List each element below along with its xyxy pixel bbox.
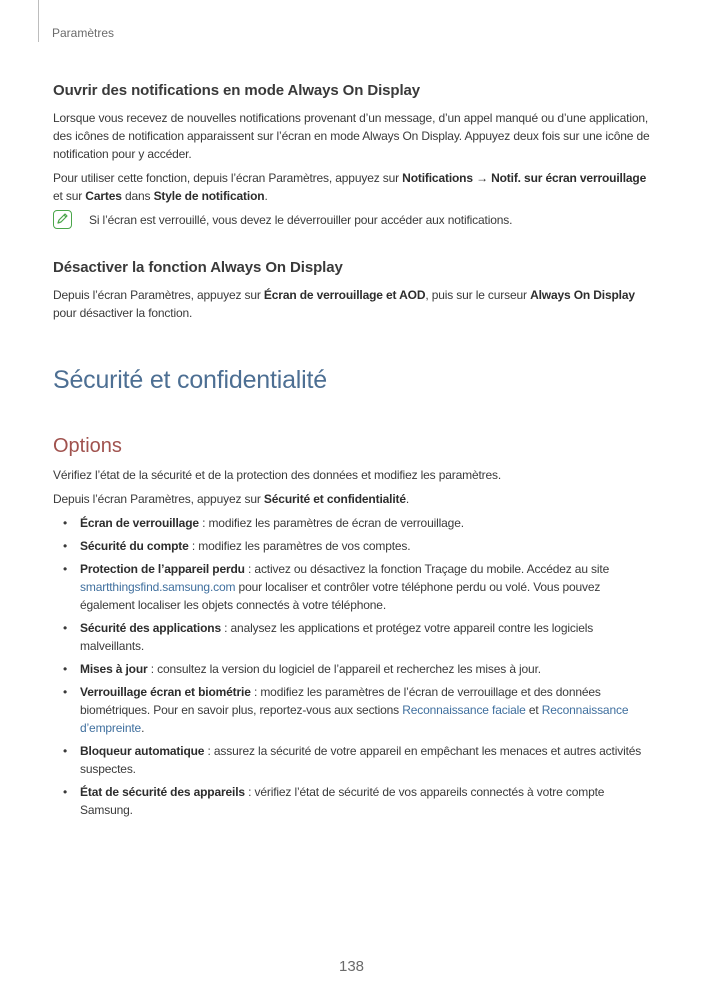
- aod-open-paragraph: Lorsque vous recevez de nouvelles notifications provenant d’un message, d’un appel manqué ou d’une application, des icônes de notification apparaissent sur l’écran en mode Always On Display. Appuyez deux fois sur une icône de notification pour y accéder.: [53, 111, 650, 161]
- fingerprint-recognition-link[interactable]: Reconnaissance d’empreinte: [80, 703, 629, 735]
- smartthings-link[interactable]: smartthingsfind.samsung.com: [80, 580, 236, 594]
- options-intro: Vérifiez l’état de la sécurité et de la protection des données et modifiez les paramètres.: [53, 468, 502, 482]
- section-title-aod-disable: Désactiver la fonction Always On Display: [53, 259, 343, 276]
- list-item: • Écran de verrouillage : modifiez les paramètres de écran de verrouillage.: [63, 516, 464, 530]
- page-number: 138: [338, 958, 365, 975]
- list-item: • Sécurité du compte : modifiez les paramètres de vos comptes.: [63, 539, 411, 553]
- section-title-aod-open: Ouvrir des notifications en mode Always On Display: [53, 82, 421, 99]
- aod-open-instructions: Pour utiliser cette fonction, depuis l’écran Paramètres, appuyez sur Notifications → Notif. sur écran verrouillage et sur Cartes dans Style de notification.: [53, 171, 647, 203]
- header-divider: [38, 0, 39, 42]
- options-path: Depuis l’écran Paramètres, appuyez sur Sécurité et confidentialité.: [53, 492, 410, 506]
- running-header: Paramètres: [52, 26, 115, 40]
- face-recognition-link[interactable]: Reconnaissance faciale: [402, 703, 526, 717]
- page-content: [53, 82, 653, 824]
- options-title: Options: [53, 435, 122, 457]
- list-item: • Verrouillage écran et biométrie : modifiez les paramètres de l’écran de verrouillage et des données biométriques. Pour en savoir plus, reportez-vous aux sections Reconnaissance faciale et Reconnaissance d’empreinte.: [63, 685, 629, 735]
- chapter-title: Sécurité et confidentialité: [53, 366, 327, 394]
- options-list: [53, 514, 653, 819]
- list-item: • Bloqueur automatique : assurez la sécurité de votre appareil en empêchant les menaces et autres activités suspectes.: [63, 744, 642, 776]
- note-text: Si l’écran est verrouillé, vous devez le déverrouiller pour accéder aux notifications.: [89, 213, 513, 227]
- list-item: • État de sécurité des appareils : vérifiez l’état de sécurité de vos appareils connectés à votre compte Samsung.: [63, 785, 605, 817]
- list-item: • Mises à jour : consultez la version du logiciel de l’appareil et recherchez les mises à jour.: [63, 662, 541, 676]
- list-item: • Protection de l’appareil perdu : activez ou désactivez la fonction Traçage du mobile. Accédez au site smartthingsfind.samsung.com pour localiser et contrôler votre téléphone perdu ou volé. Vous pouvez également localiser les objets connectés à votre téléphone.: [63, 562, 610, 612]
- list-item: • Sécurité des applications : analysez les applications et protégez votre appareil contre les logiciels malveillants.: [63, 621, 594, 653]
- note-pencil-icon: [53, 210, 72, 229]
- note-block: [53, 211, 653, 229]
- aod-disable-instructions: Depuis l’écran Paramètres, appuyez sur Écran de verrouillage et AOD, puis sur le curseur Always On Display pour désactiver la fonction.: [53, 288, 635, 320]
